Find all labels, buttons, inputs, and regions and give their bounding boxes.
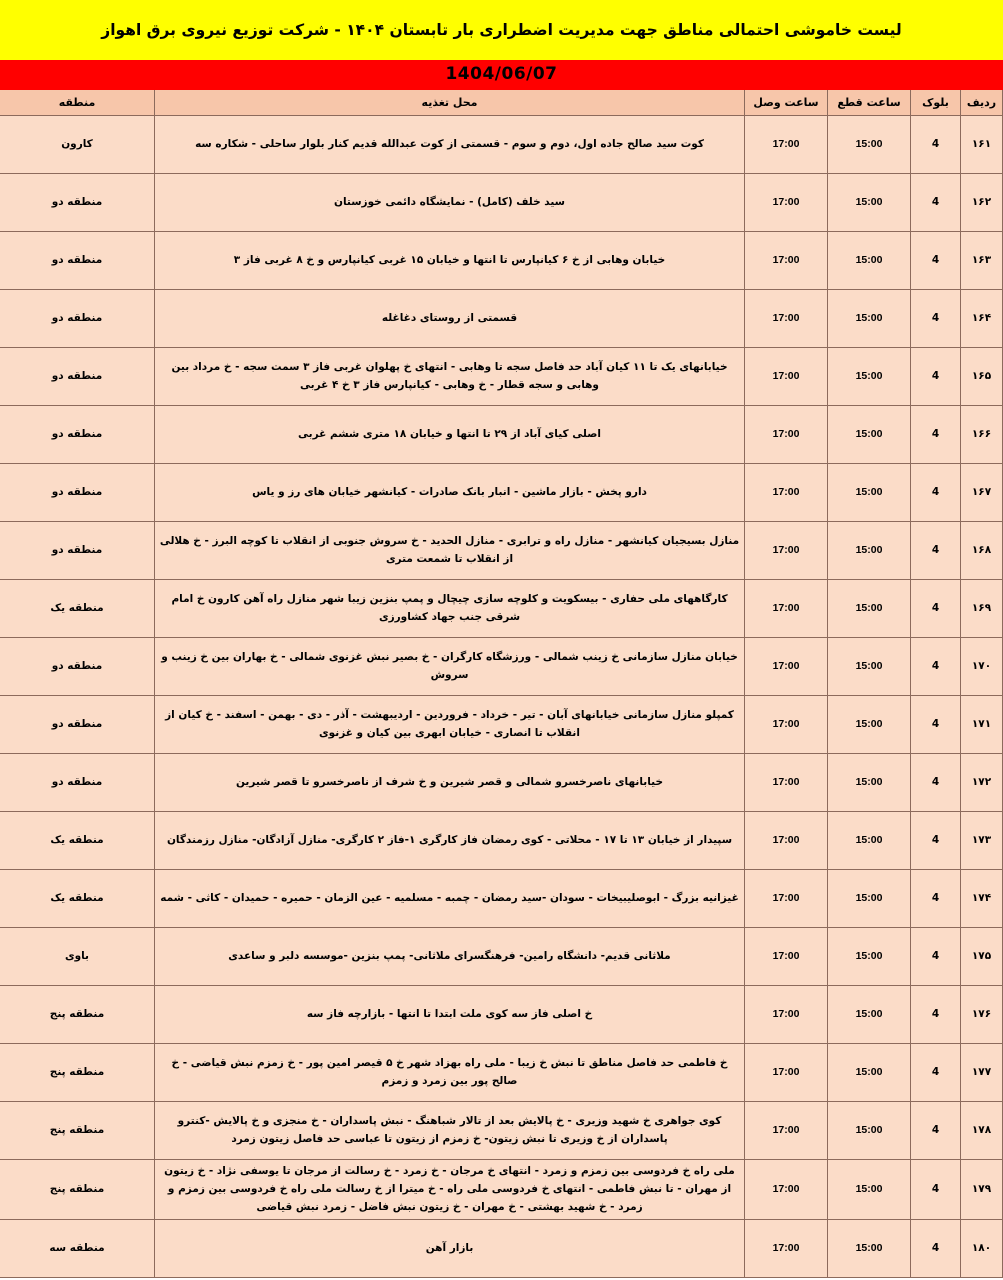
cell-blok: 4 bbox=[911, 115, 961, 173]
cell-region: منطقه دو bbox=[0, 173, 155, 231]
cell-radif: ۱۶۴ bbox=[961, 289, 1003, 347]
cell-restore-time: 17:00 bbox=[745, 115, 828, 173]
date-banner bbox=[0, 60, 1003, 88]
table-row bbox=[0, 289, 1003, 347]
cell-region: منطقه دو bbox=[0, 753, 155, 811]
cell-outage-time: 15:00 bbox=[828, 579, 911, 637]
cell-restore-time: 17:00 bbox=[745, 1219, 828, 1277]
cell-feed-location: اصلی کیای آباد از ۲۹ تا انتها و خیابان ۱۸ متری ششم غربی bbox=[155, 405, 745, 463]
cell-region: منطقه یک bbox=[0, 869, 155, 927]
cell-blok: 4 bbox=[911, 173, 961, 231]
cell-feed-location: خیابانهای یک تا ۱۱ کیان آباد حد فاصل سجه تا وهابی - انتهای خ پهلوان غربی فاز ۳ سمت سجه - خ مرداد بین وهابی و سجه قطار - خ وهابی - کیانپارس فاز ۳ خ ۴ غربی bbox=[155, 347, 745, 405]
cell-restore-time: 17:00 bbox=[745, 347, 828, 405]
cell-radif: ۱۶۵ bbox=[961, 347, 1003, 405]
cell-blok: 4 bbox=[911, 1043, 961, 1101]
cell-restore-time: 17:00 bbox=[745, 927, 828, 985]
cell-blok: 4 bbox=[911, 463, 961, 521]
cell-restore-time: 17:00 bbox=[745, 637, 828, 695]
cell-blok: 4 bbox=[911, 1219, 961, 1277]
cell-blok: 4 bbox=[911, 347, 961, 405]
cell-restore-time: 17:00 bbox=[745, 289, 828, 347]
cell-restore-time: 17:00 bbox=[745, 579, 828, 637]
cell-radif: ۱۶۱ bbox=[961, 115, 1003, 173]
table-row bbox=[0, 1159, 1003, 1219]
cell-feed-location: کمپلو منازل سازمانی خیابانهای آبان - تیر - خرداد - فروردین - اردیبهشت - آذر - دی - بهمن - اسفند - خ کیان از انقلاب تا انصاری - خیابان ابهری بین کیان و غزنوی bbox=[155, 695, 745, 753]
cell-feed-location: کوت سید صالح جاده اول، دوم و سوم - قسمتی از کوت عبدالله قدیم کنار بلوار ساحلی - شکاره سه bbox=[155, 115, 745, 173]
table-row bbox=[0, 985, 1003, 1043]
cell-region: منطقه دو bbox=[0, 347, 155, 405]
cell-outage-time: 15:00 bbox=[828, 869, 911, 927]
table-row bbox=[0, 753, 1003, 811]
cell-feed-location: خ اصلی فاز سه کوی ملت ابتدا تا انتها - بازارچه فاز سه bbox=[155, 985, 745, 1043]
cell-blok: 4 bbox=[911, 811, 961, 869]
cell-restore-time: 17:00 bbox=[745, 1159, 828, 1219]
cell-blok: 4 bbox=[911, 1101, 961, 1159]
cell-feed-location: سید خلف (کامل) - نمایشگاه دائمی خوزستان bbox=[155, 173, 745, 231]
cell-blok: 4 bbox=[911, 579, 961, 637]
cell-radif: ۱۶۷ bbox=[961, 463, 1003, 521]
column-header-restore-time: ساعت وصل bbox=[745, 89, 828, 115]
cell-blok: 4 bbox=[911, 521, 961, 579]
cell-radif: ۱۷۸ bbox=[961, 1101, 1003, 1159]
cell-outage-time: 15:00 bbox=[828, 463, 911, 521]
cell-blok: 4 bbox=[911, 231, 961, 289]
cell-outage-time: 15:00 bbox=[828, 173, 911, 231]
column-header-outage-time: ساعت قطع bbox=[828, 89, 911, 115]
column-header-region: منطقه bbox=[0, 89, 155, 115]
cell-radif: ۱۷۶ bbox=[961, 985, 1003, 1043]
cell-radif: ۱۸۰ bbox=[961, 1219, 1003, 1277]
cell-radif: ۱۶۲ bbox=[961, 173, 1003, 231]
cell-region: منطقه سه bbox=[0, 1219, 155, 1277]
cell-restore-time: 17:00 bbox=[745, 405, 828, 463]
table-row bbox=[0, 811, 1003, 869]
cell-region: منطقه دو bbox=[0, 231, 155, 289]
cell-feed-location: ملی راه خ فردوسی بین زمزم و زمرد - انتهای خ مرجان - خ زمرد - خ رسالت از مرجان تا یوسفی نژاد - خ زیتون از مهران - تا نبش فاطمی - انتهای خ فردوسی ملی راه - خ میترا از خ رسالت ملی راه خ فردوسی بین زمزم و زمرد - خ شهید بهشتی - خ مهران - خ زیتون نبش فاضل - زمرد نبش قیاضی bbox=[155, 1159, 745, 1219]
cell-restore-time: 17:00 bbox=[745, 869, 828, 927]
table-row bbox=[0, 115, 1003, 173]
table-row bbox=[0, 521, 1003, 579]
cell-outage-time: 15:00 bbox=[828, 1043, 911, 1101]
table-row bbox=[0, 637, 1003, 695]
cell-feed-location: ملاثانی قدیم- دانشگاه رامین- فرهنگسرای ملاثانی- پمپ بنزین -موسسه دلبر و ساعدی bbox=[155, 927, 745, 985]
cell-outage-time: 15:00 bbox=[828, 347, 911, 405]
table-row bbox=[0, 927, 1003, 985]
cell-restore-time: 17:00 bbox=[745, 173, 828, 231]
cell-region: باوی bbox=[0, 927, 155, 985]
column-header-radif: ردیف bbox=[961, 89, 1003, 115]
cell-restore-time: 17:00 bbox=[745, 463, 828, 521]
cell-radif: ۱۷۵ bbox=[961, 927, 1003, 985]
cell-feed-location: خیابان منازل سازمانی خ زینب شمالی - ورزشگاه کارگران - خ بصیر نبش غزنوی شمالی - خ بهاران بین خ زینب و سروش bbox=[155, 637, 745, 695]
cell-feed-location: غیزانیه بزرگ - ابوصلیبیخات - سودان -سید رمضان - چمبه - مسلمیه - عین الزمان - حمیره - حمیدان - کاثی - شمه bbox=[155, 869, 745, 927]
cell-radif: ۱۷۰ bbox=[961, 637, 1003, 695]
cell-region: منطقه دو bbox=[0, 695, 155, 753]
cell-radif: ۱۶۳ bbox=[961, 231, 1003, 289]
cell-region: منطقه پنج bbox=[0, 1043, 155, 1101]
cell-region: منطقه پنج bbox=[0, 985, 155, 1043]
cell-region: منطقه یک bbox=[0, 811, 155, 869]
cell-radif: ۱۷۴ bbox=[961, 869, 1003, 927]
cell-restore-time: 17:00 bbox=[745, 1101, 828, 1159]
cell-outage-time: 15:00 bbox=[828, 985, 911, 1043]
cell-outage-time: 15:00 bbox=[828, 115, 911, 173]
cell-region: منطقه دو bbox=[0, 521, 155, 579]
cell-restore-time: 17:00 bbox=[745, 811, 828, 869]
cell-restore-time: 17:00 bbox=[745, 753, 828, 811]
cell-restore-time: 17:00 bbox=[745, 521, 828, 579]
cell-feed-location: سپیدار از خیابان ۱۳ تا ۱۷ - محلاتی - کوی رمضان فاز کارگری ۱-فاز ۲ کارگری- منازل آزادگان- منازل رزمندگان bbox=[155, 811, 745, 869]
cell-radif: ۱۷۹ bbox=[961, 1159, 1003, 1219]
cell-feed-location: خیابان وهابی از خ ۶ کیانپارس تا انتها و خیابان ۱۵ غربی کیانپارس و خ ۸ غربی فاز ۳ bbox=[155, 231, 745, 289]
column-header-feed-location: محل تغذیه bbox=[155, 89, 745, 115]
cell-feed-location: کارگاههای ملی حفاری - بیسکویت و کلوچه سازی چیچال و پمپ بنزین زیبا شهر منازل راه آهن کارون خ امام شرقی جنب جهاد کشاورزی bbox=[155, 579, 745, 637]
table-row bbox=[0, 695, 1003, 753]
table-row bbox=[0, 463, 1003, 521]
table-row bbox=[0, 347, 1003, 405]
cell-blok: 4 bbox=[911, 753, 961, 811]
table-header bbox=[0, 89, 1003, 115]
cell-radif: ۱۶۶ bbox=[961, 405, 1003, 463]
cell-radif: ۱۶۸ bbox=[961, 521, 1003, 579]
cell-restore-time: 17:00 bbox=[745, 695, 828, 753]
cell-blok: 4 bbox=[911, 289, 961, 347]
cell-region: منطقه دو bbox=[0, 637, 155, 695]
cell-outage-time: 15:00 bbox=[828, 637, 911, 695]
table-row bbox=[0, 173, 1003, 231]
cell-blok: 4 bbox=[911, 985, 961, 1043]
cell-feed-location: قسمتی از روستای دغاغله bbox=[155, 289, 745, 347]
table-row bbox=[0, 231, 1003, 289]
cell-outage-time: 15:00 bbox=[828, 753, 911, 811]
cell-blok: 4 bbox=[911, 405, 961, 463]
cell-region: منطقه دو bbox=[0, 289, 155, 347]
cell-outage-time: 15:00 bbox=[828, 1219, 911, 1277]
cell-outage-time: 15:00 bbox=[828, 695, 911, 753]
cell-radif: ۱۷۳ bbox=[961, 811, 1003, 869]
outage-table bbox=[0, 88, 1003, 1278]
cell-outage-time: 15:00 bbox=[828, 1101, 911, 1159]
cell-feed-location: بازار آهن bbox=[155, 1219, 745, 1277]
cell-feed-location: خیابانهای ناصرخسرو شمالی و قصر شیرین و خ شرف از ناصرخسرو تا قصر شیرین bbox=[155, 753, 745, 811]
cell-region: منطقه پنج bbox=[0, 1101, 155, 1159]
cell-outage-time: 15:00 bbox=[828, 927, 911, 985]
cell-region: منطقه یک bbox=[0, 579, 155, 637]
cell-outage-time: 15:00 bbox=[828, 1159, 911, 1219]
cell-feed-location: دارو پخش - بازار ماشین - انبار بانک صادرات - کیانشهر خیابان های رز و یاس bbox=[155, 463, 745, 521]
table-row bbox=[0, 1101, 1003, 1159]
cell-outage-time: 15:00 bbox=[828, 521, 911, 579]
cell-feed-location: کوی جواهری خ شهید وزیری - خ پالایش بعد از تالار شباهنگ - نبش پاسداران - خ منجزی و خ پالایش -کنترو پاسداران از خ وزیری تا نبش زیتون- خ زمزم از زیتون تا عباسی حد فاصل زیتون زمرد bbox=[155, 1101, 745, 1159]
cell-radif: ۱۷۷ bbox=[961, 1043, 1003, 1101]
cell-region: منطقه دو bbox=[0, 463, 155, 521]
cell-blok: 4 bbox=[911, 637, 961, 695]
cell-outage-time: 15:00 bbox=[828, 231, 911, 289]
cell-outage-time: 15:00 bbox=[828, 811, 911, 869]
cell-radif: ۱۷۱ bbox=[961, 695, 1003, 753]
table-row bbox=[0, 405, 1003, 463]
cell-blok: 4 bbox=[911, 695, 961, 753]
cell-blok: 4 bbox=[911, 927, 961, 985]
cell-feed-location: خ فاطمی حد فاصل مناطق تا نبش خ زیبا - ملی راه بهزاد شهر خ ۵ قیصر امین پور - خ زمزم نبش قیاضی - خ صالح پور بین زمرد و زمزم bbox=[155, 1043, 745, 1101]
cell-outage-time: 15:00 bbox=[828, 289, 911, 347]
column-header-blok: بلوک bbox=[911, 89, 961, 115]
cell-region: کارون bbox=[0, 115, 155, 173]
cell-blok: 4 bbox=[911, 1159, 961, 1219]
table-header-row bbox=[0, 89, 1003, 115]
cell-radif: ۱۶۹ bbox=[961, 579, 1003, 637]
cell-restore-time: 17:00 bbox=[745, 1043, 828, 1101]
table-row bbox=[0, 1219, 1003, 1277]
table-row bbox=[0, 1043, 1003, 1101]
cell-radif: ۱۷۲ bbox=[961, 753, 1003, 811]
table-body bbox=[0, 115, 1003, 1277]
cell-outage-time: 15:00 bbox=[828, 405, 911, 463]
cell-region: منطقه پنج bbox=[0, 1159, 155, 1219]
title-banner bbox=[0, 0, 1003, 60]
cell-restore-time: 17:00 bbox=[745, 985, 828, 1043]
cell-blok: 4 bbox=[911, 869, 961, 927]
table-row bbox=[0, 579, 1003, 637]
cell-feed-location: منازل بسیجیان کیانشهر - منازل راه و ترابری - منازل الحدید - خ سروش جنوبی از انقلاب تا کوچه البرز - خ هلالی از انقلاب تا شمعت متری bbox=[155, 521, 745, 579]
table-row bbox=[0, 869, 1003, 927]
schedule-date: 1404/06/07 bbox=[445, 64, 558, 84]
page-title: لیست خاموشی احتمالی مناطق جهت مدیریت اضطراری بار تابستان ۱۴۰۴ - شرکت توزیع نیروی برق اهواز bbox=[101, 20, 902, 39]
cell-restore-time: 17:00 bbox=[745, 231, 828, 289]
cell-region: منطقه دو bbox=[0, 405, 155, 463]
